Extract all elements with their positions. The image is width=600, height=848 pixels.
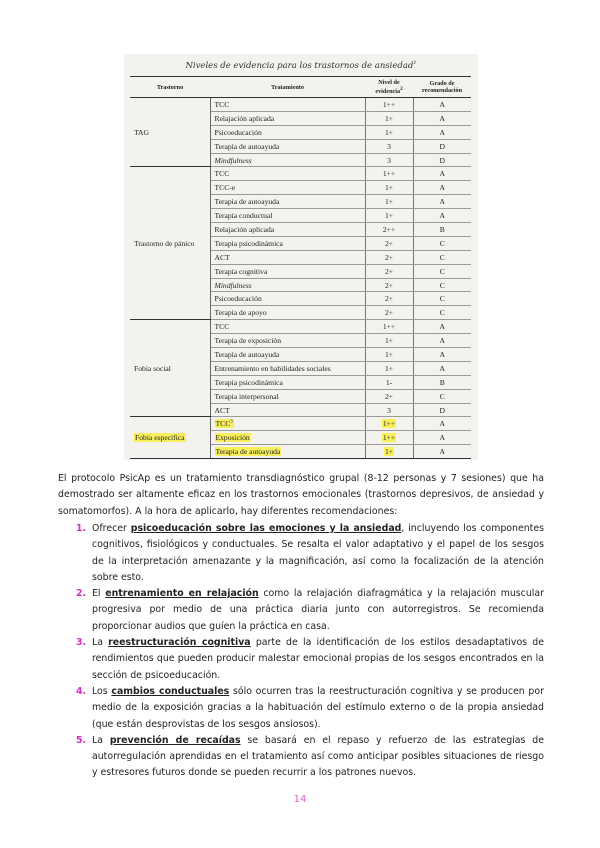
table-header-row [130,77,471,98]
cell-grado: A [413,348,471,362]
cell-grado: C [413,306,471,320]
cell-tratamiento: Terapia conductual [210,209,365,223]
cell-tratamiento: ACT [210,250,365,264]
recommendation-item: 3. La reestructuración cognitiva parte de la identificación de los estilos desadaptativos de rendimientos que pueden producir malestar emocional propias de los sesgos encontrados en la sección de psicoeducación. [76,637,544,681]
cell-grado: A [413,334,471,348]
table-row [130,167,471,181]
cell-tratamiento: TCC [210,320,365,334]
cell-tratamiento: Entrenamiento en habilidades sociales [210,361,365,375]
cell-nivel: 2++ [365,223,413,237]
cell-nivel: 2+ [365,278,413,292]
recommendation-item: 1. Ofrecer psicoeducación sobre las emociones y la ansiedad, incluyendo los componentes cognitivos, fisiológicos y conductuales. Se resalta el valor adaptativo y el papel de los sesgos de la interpretación amenazante y la magnificación, así como la focalización de la atención sobre esto. [76,523,545,583]
recommendation-number: 1. [76,523,87,534]
cell-grado: D [413,153,471,167]
cell-tratamiento: Terapia de apoyo [210,306,365,320]
recommendation-item: 2. El entrenamiento en relajación como la relajación diafragmática y la relajación muscular progresiva por medio de una práctica diaria junto con autorregistros. Se recomienda proporcionar audios que guíen la práctica en casa. [76,588,544,632]
cell-grado: A [413,361,471,375]
cell-grado: C [413,264,471,278]
cell-nivel: 2+ [365,389,413,403]
cell-nivel: 1- [365,375,413,389]
cell-tratamiento: Terapia cognitiva [210,264,365,278]
page-number: 14 [293,794,307,805]
cell-nivel: 1++ [365,417,413,431]
cell-tratamiento: Relajación aplicada [210,223,365,237]
cell-grado: C [413,236,471,250]
recommendation-keyword: entrenamiento en relajación [105,588,259,600]
cell-tratamiento: Terapia de autoayuda [210,195,365,209]
recommendation-item: 4. Los cambios conductuales sólo ocurren tras la reestructuración cognitiva y se producen por medio de la exposición gracias a la habituación del estímulo externo o de la propia ansiedad (que están desprovistas de los sesgos ansiosos). [76,685,544,730]
cell-nivel: 3 [365,403,413,417]
cell-tratamiento: Psicoeducación [210,292,365,306]
cell-grado: C [413,278,471,292]
cell-tratamiento: Mindfulness [210,153,365,167]
cell-grado: A [413,209,471,223]
cell-tratamiento: Terapia psicodinámica [210,236,365,250]
cell-tratamiento: Terapia interpersonal [210,389,365,403]
recommendation-number: 2. [76,588,87,600]
header-trastorno: Trastorno [130,77,210,98]
cell-tratamiento: Terapia de autoayuda [210,348,365,362]
cell-tratamiento: Terapia de exposición [210,334,365,348]
cell-grado: D [413,139,471,153]
recommendation-number: 3. [76,637,87,649]
cell-nivel: 1+ [365,181,413,195]
cell-nivel: 1+ [365,195,413,209]
table-title: Niveles de evidencia para los trastornos de ansiedad$^1$ [185,60,417,71]
cell-nivel: 1++ [365,98,413,112]
cell-nivel: 1++ [365,167,413,181]
cell-grado: A [413,417,471,431]
cell-tratamiento: TCC [210,98,365,112]
cell-tratamiento: Terapia de autoayuda [210,139,365,153]
cell-grado: B [413,375,471,389]
recommendation-keyword: psicoeducación sobre las emociones y la ansiedad [130,523,402,534]
cell-grado: A [413,167,471,181]
cell-trastorno: Fobia específica [130,417,210,459]
cell-grado: A [413,320,471,334]
cell-nivel: 2+ [365,292,413,306]
cell-grado: D [413,403,471,417]
cell-tratamiento: TCC-e [210,181,365,195]
cell-grado: A [413,125,471,139]
cell-grado: A [413,445,471,459]
intro-paragraph: El protocolo PsicAp es un tratamiento transdiagnóstico grupal (8-12 personas y 7 sesiones) que ha demostrado ser altamente eficaz en los trastornos emocionales (trastornos depresivos, de ansiedad y somatomorfos). A la hora de aplicarlo, hay diferentes recomendaciones: [58,473,544,517]
recommendations-list [76,521,544,782]
table-row [130,98,471,112]
header-grado: Grado de recomendación [413,77,471,98]
cell-nivel: 2+ [365,236,413,250]
cell-nivel: 3 [365,139,413,153]
recommendation-keyword: cambios conductuales [111,685,230,697]
cell-nivel: 2+ [365,306,413,320]
table-row [130,320,471,334]
cell-grado: A [413,195,471,209]
cell-nivel: 3 [365,153,413,167]
cell-grado: A [413,111,471,125]
cell-tratamiento: TCC [210,167,365,181]
cell-tratamiento: Exposición [210,431,365,445]
cell-grado: A [413,181,471,195]
cell-nivel: 1++ [365,320,413,334]
recommendation-number: 5. [76,734,87,746]
cell-trastorno: Trastorno de pánico [130,167,210,320]
cell-grado: B [413,223,471,237]
cell-tratamiento: TCC$^3$ [210,417,365,431]
cell-tratamiento: ACT [210,403,365,417]
recommendation-number: 4. [76,685,87,697]
cell-nivel: 1+ [365,334,413,348]
cell-nivel: 1+ [365,445,413,459]
cell-trastorno: TAG [130,98,210,167]
cell-grado: C [413,292,471,306]
cell-trastorno: Fobia social [130,320,210,417]
cell-nivel: 1+ [365,209,413,223]
cell-tratamiento: Terapia de autoayuda [210,445,365,459]
cell-nivel: 1+ [365,348,413,362]
cell-grado: C [413,250,471,264]
header-nivel: Nivel de evidencia$^2$ [365,77,413,98]
cell-tratamiento: Mindfulness [210,278,365,292]
cell-nivel: 1+ [365,361,413,375]
table-row [130,417,471,431]
recommendation-keyword: reestructuración cognitiva [108,637,251,649]
header-tratamiento: Tratamiento [210,77,365,98]
recommendation-item: 5. La prevención de recaídas se basará en el repaso y refuerzo de las estrategias de autorregulación aprendidas en el tratamiento así como anticipar posibles situaciones de riesgo y estresores futuros donde se pueden recurrir a los patrones nuevos. [76,734,545,779]
cell-grado: A [413,431,471,445]
evidence-table-image [124,54,478,460]
cell-grado: C [413,389,471,403]
cell-nivel: 1++ [365,431,413,445]
cell-tratamiento: Psicoeducación [210,125,365,139]
recommendation-keyword: prevención de recaídas [109,734,241,746]
cell-tratamiento: Relajación aplicada [210,111,365,125]
evidence-table [130,76,471,459]
cell-nivel: 1+ [365,125,413,139]
cell-nivel: 1+ [365,111,413,125]
cell-grado: A [413,98,471,112]
cell-tratamiento: Terapia psicodinámica [210,375,365,389]
cell-nivel: 2+ [365,250,413,264]
cell-nivel: 2+ [365,264,413,278]
